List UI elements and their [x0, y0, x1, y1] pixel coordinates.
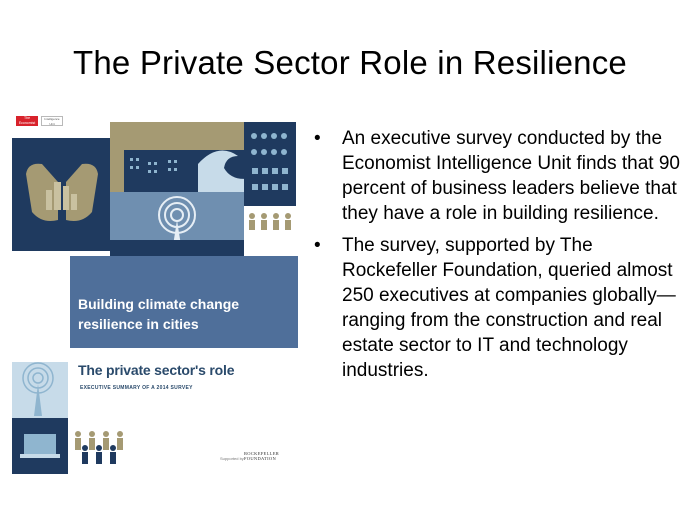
cover-logos [16, 116, 63, 126]
bullet-marker: • [314, 128, 321, 149]
rockefeller-logo: ROCKEFELLER FOUNDATION [244, 451, 280, 461]
cover-exec-summary: EXECUTIVE SUMMARY OF A 2014 SURVEY [80, 385, 193, 391]
bullet-text: The survey, supported by The Rockefeller Foundation, queried almost 250 executives at companies globally—ranging from the construction and real estate sector to IT and technology industries. [342, 235, 676, 381]
bullet-marker: • [314, 235, 321, 256]
bullet-item [310, 126, 682, 226]
cover-artwork [12, 112, 298, 474]
cover-subtitle: The private sector's role [78, 362, 235, 378]
report-cover-image [12, 112, 298, 474]
economist-logo: The Economist [16, 116, 38, 126]
page-title: The Private Sector Role in Resilience [73, 44, 627, 81]
bullet-text: An executive survey conducted by the Economist Intelligence Unit finds that 90 percent of business leaders believe that they have a role in building resilience. [342, 128, 680, 224]
cover-headline: Building climate change resilience in cities [78, 296, 240, 332]
cover-supported-by: Supported by [220, 456, 244, 461]
bullet-item [310, 233, 682, 383]
bullet-list [310, 126, 682, 390]
eiu-logo: Intelligence Unit [41, 116, 63, 126]
